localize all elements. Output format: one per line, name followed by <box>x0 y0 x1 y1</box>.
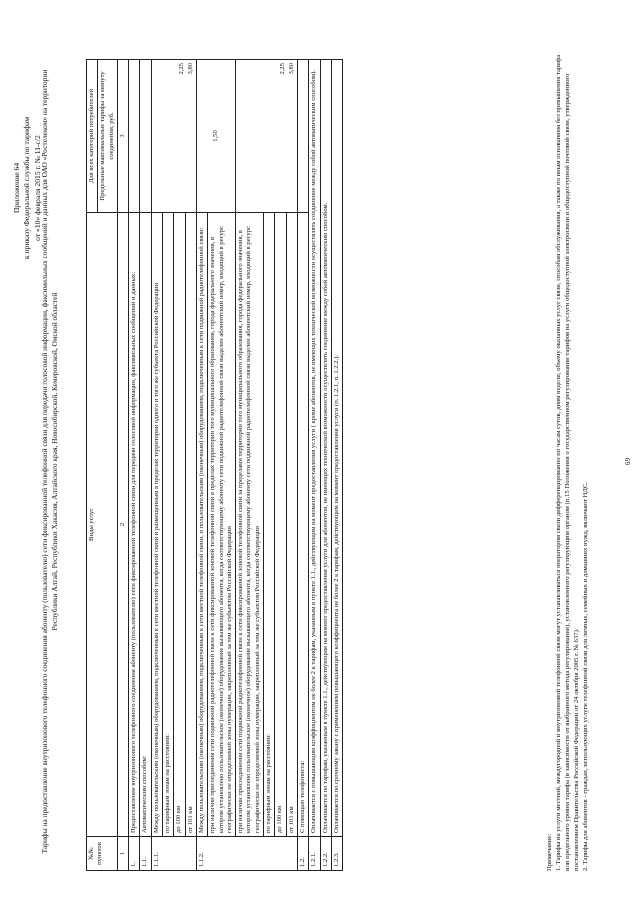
zone-to100: до 100 км <box>275 213 286 837</box>
table-row <box>331 60 342 871</box>
value-to100: 2,25 <box>279 63 287 75</box>
appendix-block <box>12 58 43 318</box>
row-num: 1.2. <box>297 837 308 871</box>
value-mobile-local: 1,50 <box>211 130 219 142</box>
note-1: 1. Тарифы на услуги местной, междугородной и внутризоновой телефонной связи могут устанавливаться оператором связи дифференцированно по часам суток, дням недели, объему оказанных услуг связи, способам обслуживания, а также по иным основаниям без превышения тарифа или предельного уровня тарифа (в зависимости от выбранного метода регулирования), установленного регулирующим органом (п.15 Положения о государственном регулировании тарифов на услуги общедоступной электросвязи и общедоступной почтовой связи, утвержденного постановлением Правительства Российской Федерации от 24 октября 2005 г. № 637). <box>554 54 580 871</box>
table-row <box>196 60 207 871</box>
row-value <box>196 60 235 213</box>
page-number: 69 <box>624 458 632 465</box>
row-num: 1.2.2. <box>320 837 331 871</box>
header-max-tariff: Предельные максимальные тарифы за минуту соединения, руб. <box>98 60 118 213</box>
table-row <box>297 60 308 871</box>
table-row <box>309 60 320 871</box>
row-text: Предоставление внутризонового телефонного соединения абоненту (пользователю) сети фиксированной телефонной связи для передачи голосовой информации, факсимильных сообщений и данных: <box>129 213 140 837</box>
mobile-local-text: при наличии присоединения сети подвижной радиотелефонной связи к сети фиксированной зоновой телефонной связи в пределах территории того муниципального образования, города федерального значения, в котором установлено пользовательское (оконечное) оборудование вызывающего абонента, когда соответствующему абоненту сети подвижной радиотелефонной связи выделен абонентский номер, входящий в ресурс географически не определяемой зоны нумерации, закрепленный за тем же субъектом Российской Федерации <box>208 213 236 837</box>
row-num: 1.1.2. <box>196 837 297 871</box>
row-value <box>236 60 298 213</box>
row-text: Автоматическим способом: <box>140 213 151 837</box>
row-num: 1.2.1. <box>309 837 320 871</box>
header-service: Виды услуг <box>87 213 118 837</box>
note-2: 2. Тарифы для абонентов - граждан, использующих услуги телефонной связи для личных, семейных и домашних нужд, включают НДС. <box>581 481 589 871</box>
header-num: №№ пунктов <box>87 837 118 871</box>
row-text: Между пользовательским (оконечным) оборудованием, подключенным к сети местной телефонной связи и размещенным в пределах территории одного и того же субъекта Российской Федерации <box>151 213 162 837</box>
row-text: Оплачивается по срочному заказу с применением повышающего коэффициента не более 2 к тарифам, действующим на момент предоставления услуги (п. 1.2.1, п. 1.2.2.). <box>331 60 342 837</box>
header-all-categories: Для всех категорий потребителей <box>87 60 98 213</box>
zones-label: по тарифным зонам на расстоянии: <box>163 213 174 837</box>
row-num: 1.1.1. <box>151 837 196 871</box>
zone-from101: от 101 км <box>286 213 297 837</box>
header-col-3: 3 <box>117 60 128 213</box>
row-value <box>129 60 140 213</box>
row-num: 1.2.3. <box>331 837 342 871</box>
header-col-2: 2 <box>117 213 128 837</box>
appendix-number: Приложение 64 <box>12 162 21 214</box>
notes-block <box>546 53 591 871</box>
row-value <box>140 60 151 213</box>
mobile-remote-text: при наличии присоединения сети подвижной радиотелефонной связи к сети фиксированной зоновой телефонной связи за пределами территории того муниципального образования, города федерального значения, в котором установлено пользовательское (оконечное) оборудование вызывающего абонента, когда соответствующему абоненту сети подвижной радиотелефонной связи выделен абонентский номер, входящий в ресурс географически не определяемой зоны нумерации, закрепленный за тем же субъектом Российской Федерации <box>236 213 264 837</box>
row-value <box>297 60 308 213</box>
zones-label: по тарифным зонам на расстоянии: <box>264 213 275 837</box>
appendix-order: к приказу Федеральной службы по тарифам <box>22 116 32 260</box>
row-num: 1.1. <box>140 837 151 871</box>
row-value <box>151 60 196 213</box>
table-row <box>140 60 151 871</box>
row-text: Оплачивается по тарифам, указанным в пункте 1.1., действующим на момент предоставления услуги для абонентов, не имеющих технической возможности осуществлять соединение между собой автоматическим способом. <box>320 60 331 837</box>
tariff-table <box>86 59 343 871</box>
row-num: 1. <box>129 837 140 871</box>
table-row <box>151 60 162 871</box>
row-text: Между пользовательским (оконечным) оборудованием, подключенным к сети местной телефонной связи, и пользовательским (оконечным) оборудованием, подключенным к сети подвижной радиотелефонной связи: <box>196 213 207 837</box>
value-from101: 3,80 <box>186 63 194 75</box>
document-title: Тарифы на предоставление внутризонового телефонного соединения абоненту (пользователю) сети фиксированной телефонной связи для передачи голосовой информации, факсимильных сообщений и данных для ОАО «Ростелеком» на территории Республики Алтай, Республики Хакасия, Алтайского края, Новосибирской, Кемеровской, Омской областей <box>40 69 60 854</box>
zone-to100: до 100 км <box>174 213 185 837</box>
value-from101: 3,80 <box>287 63 295 75</box>
row-text: Оплачивается с повышающим коэффициентом не более 2 к тарифам, указанным в пункте 1.1., действующим на момент предоставления услуги ( кроме абонентов, не имеющих технической возможности осуществлять соединение между собой автоматическим способом). <box>309 60 320 837</box>
notes-heading: Примечание: <box>546 833 553 871</box>
table-row <box>320 60 331 871</box>
zone-from101: от 101 км <box>185 213 196 837</box>
appendix-date: от «10» февраля 2015 г. № 11-с/2 <box>32 135 42 241</box>
table-row <box>129 60 140 871</box>
row-text: С помощью телефониста: <box>297 213 308 837</box>
value-to100: 2,25 <box>178 63 186 75</box>
header-col-1: 1 <box>117 837 128 871</box>
